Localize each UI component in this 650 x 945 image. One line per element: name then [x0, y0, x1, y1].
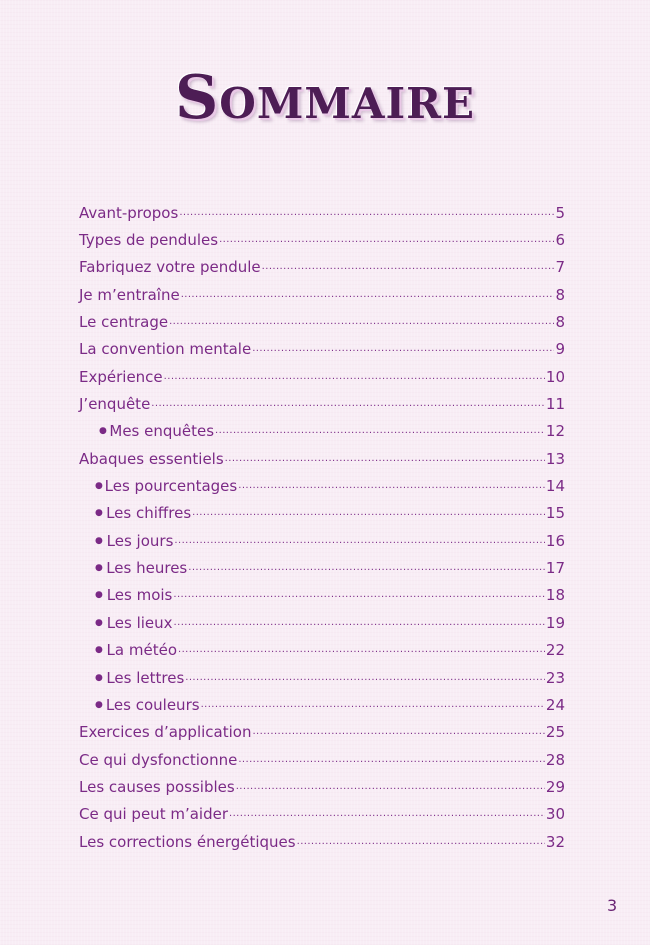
toc-entry-page: 9: [555, 340, 565, 359]
toc-entry-label: La météo: [106, 641, 177, 660]
toc-subentry[interactable]: [79, 500, 565, 527]
toc-entry-page: 6: [555, 231, 565, 250]
toc-entry-page: 14: [545, 477, 565, 496]
toc-entry-label: Les lieux: [106, 613, 173, 632]
dot-leader: [229, 805, 545, 823]
toc-entry-page: 16: [545, 531, 565, 550]
toc-entry-label: Les mois: [106, 586, 173, 605]
page-number: 3: [607, 896, 618, 915]
toc-subentry[interactable]: [79, 637, 565, 664]
toc-subentry[interactable]: [79, 664, 565, 691]
toc-entry-label: Les pourcentages: [104, 477, 238, 496]
toc-entry-label: Abaques essentiels: [79, 449, 224, 468]
dot-leader: [236, 778, 545, 796]
toc-entry-page: 25: [545, 723, 565, 742]
toc-entry-page: 7: [555, 258, 565, 277]
toc-entry-page: 18: [545, 586, 565, 605]
toc-entry-page: 19: [545, 613, 565, 632]
bullet-icon: ●: [95, 617, 103, 628]
dot-leader: [201, 696, 545, 714]
bullet-icon: ●: [95, 508, 103, 519]
dot-leader: [252, 340, 554, 358]
toc-entry[interactable]: [79, 719, 565, 746]
toc-entry-label: Les chiffres: [106, 504, 192, 523]
toc-entry-page: 8: [555, 313, 565, 332]
toc-entry-page: 17: [545, 559, 565, 578]
toc-entry-label: Les corrections énergétiques: [79, 832, 296, 851]
toc-entry-label: Le centrage: [79, 313, 169, 332]
toc-entry[interactable]: [79, 254, 565, 281]
dot-leader: [174, 532, 545, 550]
toc-subentry[interactable]: [79, 554, 565, 581]
toc-entry-page: 12: [545, 422, 565, 441]
toc-entry[interactable]: [79, 828, 565, 855]
toc-entry-label: Exercices d’application: [79, 723, 252, 742]
toc-entry[interactable]: [79, 773, 565, 800]
toc-entry[interactable]: [79, 445, 565, 472]
toc-entry[interactable]: [79, 281, 565, 308]
dot-leader: [181, 286, 555, 304]
page-title: Sommaire: [174, 63, 476, 133]
toc-entry-page: 24: [545, 695, 565, 714]
toc-entry-page: 30: [545, 805, 565, 824]
toc-subentry[interactable]: [79, 609, 565, 636]
dot-leader: [225, 450, 545, 468]
table-of-contents: [79, 199, 565, 855]
dot-leader: [219, 231, 554, 249]
toc-entry[interactable]: [79, 336, 565, 363]
toc-entry[interactable]: [79, 226, 565, 253]
toc-entry[interactable]: [79, 363, 565, 390]
toc-entry-label: Fabriquez votre pendule: [79, 258, 261, 277]
toc-entry-label: La convention mentale: [79, 340, 252, 359]
toc-entry-label: Les heures: [106, 559, 188, 578]
toc-entry[interactable]: [79, 746, 565, 773]
bullet-icon: ●: [95, 672, 103, 683]
toc-entry-label: Je m’entraîne: [79, 285, 180, 304]
toc-entry-page: 29: [545, 777, 565, 796]
toc-entry-label: Types de pendules: [79, 231, 219, 250]
toc-subentry[interactable]: [79, 691, 565, 718]
dot-leader: [179, 204, 554, 222]
toc-entry-page: 5: [555, 203, 565, 222]
dot-leader: [297, 833, 545, 851]
bullet-icon: ●: [95, 645, 103, 656]
toc-entry-page: 13: [545, 449, 565, 468]
toc-entry-page: 11: [545, 395, 565, 414]
toc-entry-page: 8: [555, 285, 565, 304]
dot-leader: [178, 641, 545, 659]
toc-entry[interactable]: [79, 199, 565, 226]
dot-leader: [169, 313, 554, 331]
toc-entry-page: 23: [545, 668, 565, 687]
toc-entry-page: 22: [545, 641, 565, 660]
bullet-icon: ●: [95, 481, 103, 492]
toc-entry-page: 15: [545, 504, 565, 523]
toc-subentry[interactable]: [79, 582, 565, 609]
toc-entry-label: Les lettres: [106, 668, 185, 687]
toc-entry-label: Ce qui dysfonctionne: [79, 750, 238, 769]
toc-entry[interactable]: [79, 390, 565, 417]
bullet-icon: ●: [99, 426, 107, 437]
dot-leader: [252, 723, 544, 741]
dot-leader: [151, 395, 545, 413]
dot-leader: [238, 751, 545, 769]
toc-entry-label: Les jours: [106, 531, 174, 550]
dot-leader: [173, 586, 545, 604]
toc-entry-page: 32: [545, 832, 565, 851]
toc-entry-label: Les couleurs: [105, 695, 200, 714]
bullet-icon: ●: [95, 535, 103, 546]
toc-subentry[interactable]: [79, 472, 565, 499]
toc-entry[interactable]: [79, 801, 565, 828]
toc-subentry[interactable]: [79, 527, 565, 554]
toc-entry-label: Les causes possibles: [79, 777, 235, 796]
dot-leader: [215, 422, 545, 440]
bullet-icon: ●: [95, 563, 103, 574]
dot-leader: [238, 477, 545, 495]
dot-leader: [185, 669, 545, 687]
dot-leader: [188, 559, 545, 577]
bullet-icon: ●: [95, 699, 103, 710]
dot-leader: [192, 504, 545, 522]
toc-entry-label: Expérience: [79, 367, 163, 386]
dot-leader: [164, 368, 545, 386]
toc-entry-page: 10: [545, 367, 565, 386]
toc-entry-label: J’enquête: [79, 395, 151, 414]
toc-entry-label: Ce qui peut m’aider: [79, 805, 228, 824]
bullet-icon: ●: [95, 590, 103, 601]
dot-leader: [174, 614, 545, 632]
dot-leader: [262, 258, 555, 276]
toc-subentry[interactable]: [79, 418, 565, 445]
toc-entry-label: Mes enquêtes: [109, 422, 215, 441]
toc-entry-page: 28: [545, 750, 565, 769]
toc-entry-label: Avant-propos: [79, 203, 179, 222]
toc-entry[interactable]: [79, 308, 565, 335]
